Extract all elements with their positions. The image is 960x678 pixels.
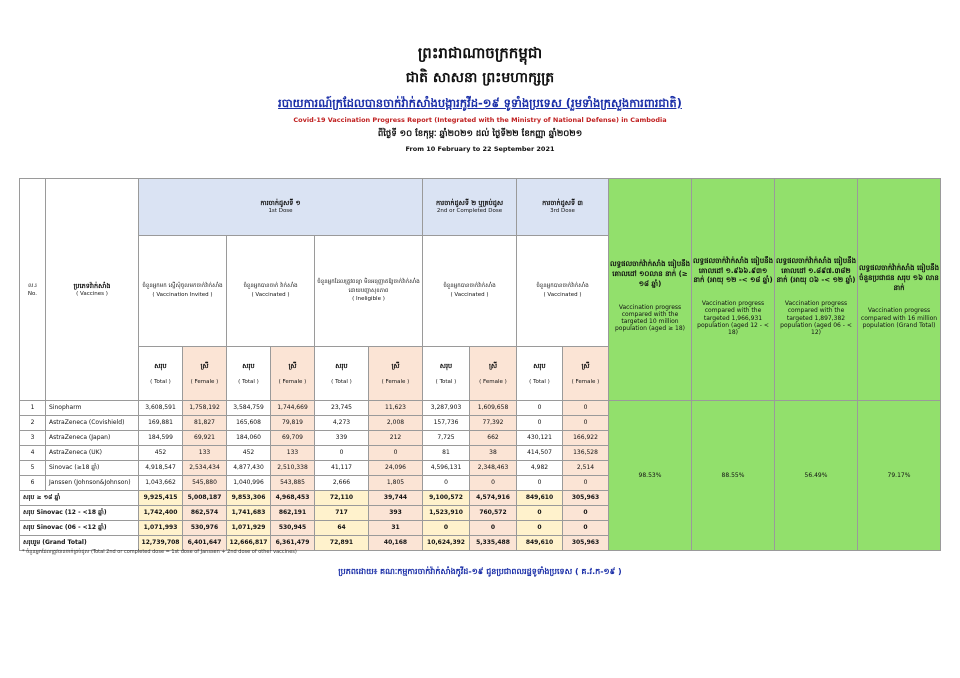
cell-value: 305,963 [563, 536, 609, 551]
cell-value: 1,744,669 [271, 401, 315, 416]
total-col-header: សរុប ( Total ) [315, 347, 369, 401]
cell-value: 4,596,131 [423, 461, 470, 476]
female-col-header: ស្រី ( Female ) [369, 347, 423, 401]
cell-value: 1,741,683 [227, 506, 271, 521]
cell-value: 79,819 [271, 416, 315, 431]
cell-value: 0 [423, 476, 470, 491]
cell-value: 0 [517, 506, 563, 521]
cell-value: 4,273 [315, 416, 369, 431]
cell-value: 0 [517, 416, 563, 431]
cell-value: 1,043,662 [139, 476, 183, 491]
col-vaccine-header: ប្រភេទវ៉ាក់សាំង ( Vaccines ) [46, 179, 139, 401]
progress-percentage: 98.53% [609, 401, 692, 551]
cell-value: 165,608 [227, 416, 271, 431]
source-note: ប្រភពដោយ៖ គណៈកម្មការចាក់វ៉ាក់សាំងកូវីដ-១៩ ជូនប្រជាពលរដ្ឋទូទាំងប្រទេស ( គ.វ.ក-១៩ ) [338, 567, 622, 576]
cell-value: 40,168 [369, 536, 423, 551]
total-col-header: សរុប ( Total ) [517, 347, 563, 401]
cell-value: 6,361,479 [271, 536, 315, 551]
vaccine-name: AstraZeneca (Japan) [46, 431, 139, 446]
cell-value: 862,191 [271, 506, 315, 521]
cell-value: 1,758,192 [183, 401, 227, 416]
cell-value: 1,071,929 [227, 521, 271, 536]
cell-value: 81,827 [183, 416, 227, 431]
cell-value: 77,392 [470, 416, 517, 431]
cell-value: 0 [563, 506, 609, 521]
cell-value: 7,725 [423, 431, 470, 446]
cell-value: 72,110 [315, 491, 369, 506]
vaccination-table [19, 178, 941, 551]
subtotal-label: សរុប Sinovac (06 - <12 ឆ្នាំ) [20, 521, 139, 536]
cell-value: 0 [517, 476, 563, 491]
report-date-en: From 10 February to 22 September 2021 [405, 145, 555, 153]
cell-value: 9,100,572 [423, 491, 470, 506]
cell-value: 0 [563, 521, 609, 536]
cell-value: 3,287,903 [423, 401, 470, 416]
cell-value: 0 [470, 476, 517, 491]
vaccine-name: Janssen (Johnson&Johnson) [46, 476, 139, 491]
cell-value: 184,599 [139, 431, 183, 446]
report-title-kh: របាយការណ៍ក្រដែលបានចាក់វ៉ាក់សាំងបង្ការកូវីដ-១៩ ទូទាំងប្រទេស (រួមទាំងក្រសួងការពារជាតិ) [278, 96, 682, 110]
cell-value: 0 [315, 446, 369, 461]
progress-percentage: 79.17% [858, 401, 941, 551]
cell-value: 1,071,993 [139, 521, 183, 536]
cell-value: 3,608,591 [139, 401, 183, 416]
cell-value: 81 [423, 446, 470, 461]
cell-value: 0 [369, 446, 423, 461]
cell-value: 662 [470, 431, 517, 446]
cell-value: 157,736 [423, 416, 470, 431]
cell-value: 5,008,187 [183, 491, 227, 506]
cell-value: 430,121 [517, 431, 563, 446]
cell-value: 2,348,463 [470, 461, 517, 476]
cell-value: 414,507 [517, 446, 563, 461]
cell-value: 11,623 [369, 401, 423, 416]
row-no: 2 [20, 416, 46, 431]
subtotal-label: សរុប Sinovac (12 - <18 ឆ្នាំ) [20, 506, 139, 521]
cell-value: 169,881 [139, 416, 183, 431]
row-no: 1 [20, 401, 46, 416]
cell-value: 4,918,547 [139, 461, 183, 476]
dose2-header: ការចាក់ដូសទី ២ ឬគ្រប់ដូស 2nd or Completed Dose [423, 179, 517, 236]
cell-value: 12,739,708 [139, 536, 183, 551]
cell-value: 166,922 [563, 431, 609, 446]
female-col-header: ស្រី ( Female ) [470, 347, 517, 401]
cell-value: 4,877,430 [227, 461, 271, 476]
cell-value: 31 [369, 521, 423, 536]
cell-value: 136,528 [563, 446, 609, 461]
cell-value: 1,742,400 [139, 506, 183, 521]
cell-value: 69,921 [183, 431, 227, 446]
cell-value: 2,514 [563, 461, 609, 476]
report-date-kh: ពីថ្ងៃទី ១០ ខែកុម្ភៈ ឆ្នាំ២០២១ ដល់ ថ្ងៃទី២២ ខែកញ្ញា ឆ្នាំ២០២១ [377, 129, 583, 139]
cell-value: 2,534,434 [183, 461, 227, 476]
cell-value: 717 [315, 506, 369, 521]
vaccinated-header: ចំនួនអ្នកបានចាក់ វ៉ាក់សាំង ( Vaccinated ) [227, 236, 315, 347]
invited-header: ចំនួនអ្នកមក ស្នើសុំចូលមកចាក់វ៉ាក់សាំង ( Vaccination Invited ) [139, 236, 227, 347]
cell-value: 849,610 [517, 491, 563, 506]
cell-value: 452 [139, 446, 183, 461]
cell-value: 0 [470, 521, 517, 536]
cell-value: 2,510,338 [271, 461, 315, 476]
table-row [20, 401, 941, 416]
cell-value: 393 [369, 506, 423, 521]
cell-value: 1,040,996 [227, 476, 271, 491]
cell-value: 3,584,759 [227, 401, 271, 416]
cell-value: 530,945 [271, 521, 315, 536]
dose1-header: ការចាក់ដូសទី ១ 1st Dose [139, 179, 423, 236]
cell-value: 23,745 [315, 401, 369, 416]
cell-value: 1,523,910 [423, 506, 470, 521]
cell-value: 184,060 [227, 431, 271, 446]
cell-value: 9,925,415 [139, 491, 183, 506]
row-no: 6 [20, 476, 46, 491]
cell-value: 9,853,306 [227, 491, 271, 506]
footnote: * ចំនួនអ្នកដែលត្រូវបានចាក់គ្រប់ដូស (Total 2nd or completed dose = 1st dose of Janssen + 2nd dose of other vaccines) [22, 549, 297, 555]
cell-value: 530,976 [183, 521, 227, 536]
cell-value: 0 [517, 521, 563, 536]
progress-percentage: 56.49% [775, 401, 858, 551]
progress-percentage: 88.55% [692, 401, 775, 551]
subtotal-label: សរុបរួម (Grand Total) [20, 536, 139, 551]
cell-value: 72,891 [315, 536, 369, 551]
cell-value: 1,805 [369, 476, 423, 491]
cell-value: 10,624,392 [423, 536, 470, 551]
target-12-18-header: លទ្ធផលចាក់វ៉ាក់សាំង ធៀបនឹង គោលដៅ ១.៩៦៦.៩៣១ នាក់ (អាយុ ១២ -< ១៨ ឆ្នាំ) Vaccination progress compared with the targeted 1,966,931 population (aged 12 - < 18) [692, 179, 775, 401]
cell-value: 6,401,647 [183, 536, 227, 551]
cell-value: 0 [517, 401, 563, 416]
female-col-header: ស្រី ( Female ) [563, 347, 609, 401]
vaccine-name: AstraZeneca (Covishield) [46, 416, 139, 431]
dose3-header: ការចាក់ដូសទី ៣ 3rd Dose [517, 179, 609, 236]
cell-value: 2,008 [369, 416, 423, 431]
total-col-header: សរុប ( Total ) [423, 347, 470, 401]
cell-value: 24,096 [369, 461, 423, 476]
cell-value: 760,572 [470, 506, 517, 521]
cell-value: 212 [369, 431, 423, 446]
cell-value: 4,968,453 [271, 491, 315, 506]
cell-value: 4,574,916 [470, 491, 517, 506]
cell-value: 39,744 [369, 491, 423, 506]
cell-value: 0 [423, 521, 470, 536]
target-total-header: លទ្ធផលចាក់វ៉ាក់សាំង ធៀបនឹង ចំនួនប្រជាជន សរុប ១៦ លាននាក់ Vaccination progress compared with 16 million population (Grand Total) [858, 179, 941, 401]
cell-value: 305,963 [563, 491, 609, 506]
vaccine-name: Sinovac (≥18 ឆ្នាំ) [46, 461, 139, 476]
dose2-vaccinated-header: ចំនួនអ្នកបានចាក់វ៉ាក់សាំង ( Vaccinated ) [423, 236, 517, 347]
vaccine-name: Sinopharm [46, 401, 139, 416]
row-no: 3 [20, 431, 46, 446]
female-col-header: ស្រី ( Female ) [183, 347, 227, 401]
cell-value: 41,117 [315, 461, 369, 476]
cell-value: 545,880 [183, 476, 227, 491]
cell-value: 452 [227, 446, 271, 461]
cell-value: 133 [271, 446, 315, 461]
row-no: 4 [20, 446, 46, 461]
cell-value: 339 [315, 431, 369, 446]
total-col-header: សរុប ( Total ) [139, 347, 183, 401]
vaccine-name: AstraZeneca (UK) [46, 446, 139, 461]
cell-value: 69,709 [271, 431, 315, 446]
cell-value: 2,666 [315, 476, 369, 491]
dose3-vaccinated-header: ចំនួនអ្នកបានចាក់វ៉ាក់សាំង ( Vaccinated ) [517, 236, 609, 347]
kingdom-title: ព្រះរាជាណាចក្រកម្ពុជា [417, 44, 543, 62]
report-title-en: Covid-19 Vaccination Progress Report (Integrated with the Ministry of National Defense) in Cambodia [293, 116, 667, 124]
cell-value: 38 [470, 446, 517, 461]
row-no: 5 [20, 461, 46, 476]
cell-value: 0 [563, 401, 609, 416]
cell-value: 133 [183, 446, 227, 461]
cell-value: 5,335,488 [470, 536, 517, 551]
subtotal-label: សរុប ≥ ១៨ ឆ្នាំ [20, 491, 139, 506]
target-18plus-header: លទ្ធផលចាក់វ៉ាក់សាំង ធៀបនឹង គោលដៅ ១០លាន នាក់ (≥ ១៨ ឆ្នាំ) Vaccination progress compared with the targeted 10 million population (aged ≥ 18) [609, 179, 692, 401]
cell-value: 0 [563, 476, 609, 491]
cell-value: 1,609,658 [470, 401, 517, 416]
total-col-header: សរុប ( Total ) [227, 347, 271, 401]
cell-value: 0 [563, 416, 609, 431]
cell-value: 543,885 [271, 476, 315, 491]
cell-value: 862,574 [183, 506, 227, 521]
cell-value: 64 [315, 521, 369, 536]
cell-value: 4,982 [517, 461, 563, 476]
ineligible-header: ចំនួនអ្នកដែលត្រូវពន្យា មិនអនុញ្ញាតឱ្យចាក់វ៉ាក់សាំង ដោយបញ្ហាសុខភាព ( Ineligible ) [315, 236, 423, 347]
cell-value: 849,610 [517, 536, 563, 551]
female-col-header: ស្រី ( Female ) [271, 347, 315, 401]
cell-value: 12,666,817 [227, 536, 271, 551]
motto: ជាតិ សាសនា ព្រះមហាក្សត្រ [405, 70, 555, 86]
target-6-12-header: លទ្ធផលចាក់វ៉ាក់សាំង ធៀបនឹង គោលដៅ ១.៨៩៧.៣៨២ នាក់ (អាយុ ០៦ -< ១២ ឆ្នាំ) Vaccination progress compared with the targeted 1,897,382 population (aged 06 - < 12) [775, 179, 858, 401]
col-no-header: ល.រ No. [20, 179, 46, 401]
